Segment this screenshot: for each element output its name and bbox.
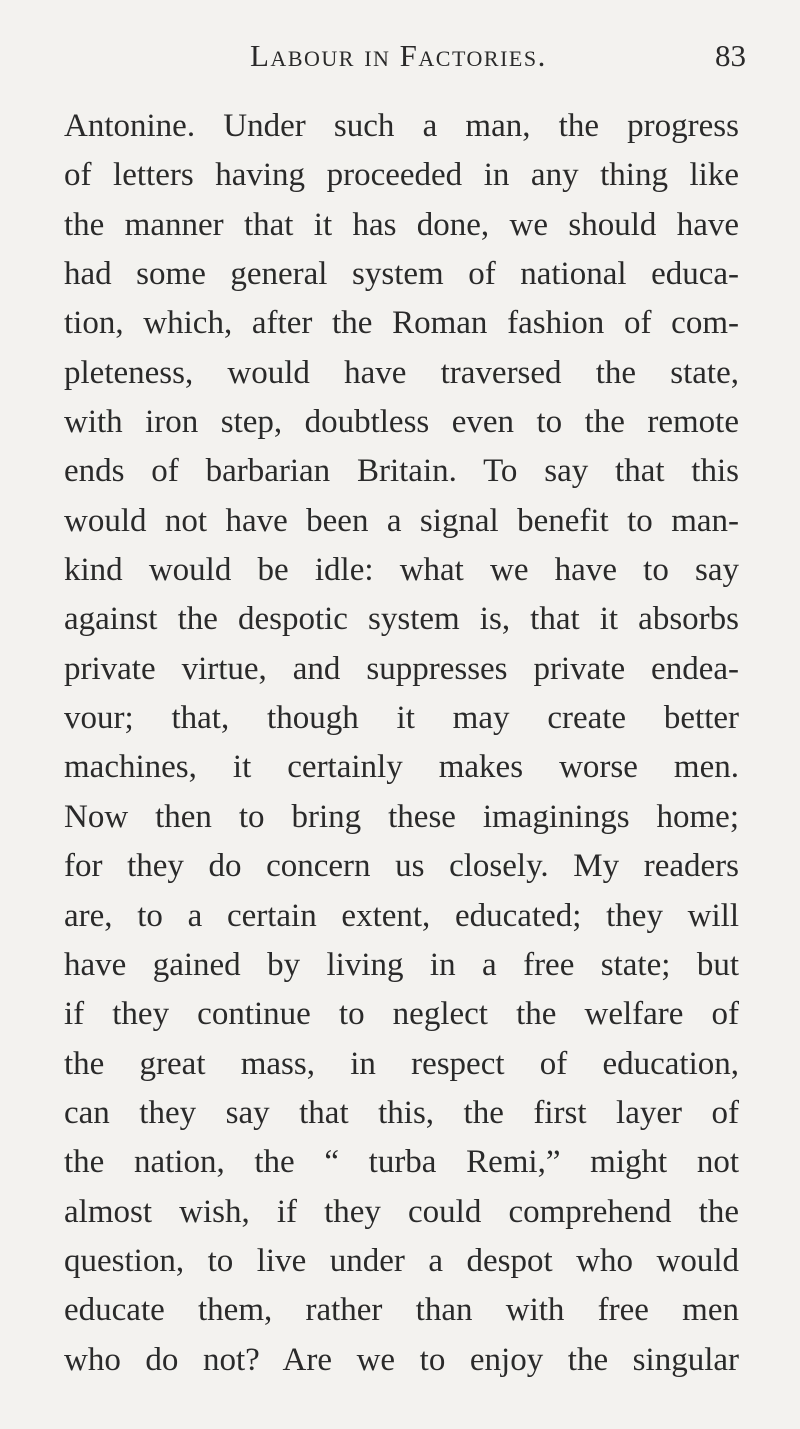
text-line: against the despotic system is, that it absorbs: [64, 601, 739, 638]
text-line: would not have been a signal benefit to man-: [64, 502, 739, 539]
text-line: for they do concern us closely. My readers: [64, 848, 739, 885]
body-text: [64, 102, 739, 1385]
text-line: educate them, rather than with free men: [64, 1292, 739, 1329]
text-line: the great mass, in respect of education,: [64, 1045, 739, 1082]
text-line: have gained by living in a free state; but: [64, 946, 739, 983]
text-line: the manner that it has done, we should have: [64, 206, 739, 243]
text-line: of letters having proceeded in any thing like: [64, 157, 739, 194]
running-head-title: Labour in Factories.: [250, 38, 547, 73]
text-line: can they say that this, the first layer of: [64, 1094, 739, 1131]
text-line: with iron step, doubtless even to the remote: [64, 404, 739, 441]
text-line: are, to a certain extent, educated; they will: [64, 897, 739, 934]
text-line: ends of barbarian Britain. To say that this: [64, 453, 739, 490]
text-line: vour; that, though it may create better: [64, 700, 739, 737]
text-line: almost wish, if they could comprehend the: [64, 1193, 739, 1230]
text-line: pleteness, would have traversed the state,: [64, 354, 739, 391]
text-line: Antonine. Under such a man, the progress: [64, 108, 739, 144]
text-line: who do not? Are we to enjoy the singular: [64, 1341, 739, 1378]
text-line: private virtue, and suppresses private endea-: [64, 650, 739, 687]
text-line: Now then to bring these imaginings home;: [64, 798, 739, 835]
text-line: if they continue to neglect the welfare of: [64, 996, 739, 1033]
text-line: tion, which, after the Roman fashion of com-: [64, 305, 739, 342]
text-line: had some general system of national educa-: [64, 256, 739, 293]
text-line: machines, it certainly makes worse men.: [64, 749, 739, 786]
text-line: question, to live under a despot who would: [64, 1242, 739, 1279]
text-line: the nation, the “ turba Remi,” might not: [64, 1144, 739, 1181]
page-number: 83: [715, 38, 746, 73]
text-line: kind would be idle: what we have to say: [64, 552, 739, 589]
